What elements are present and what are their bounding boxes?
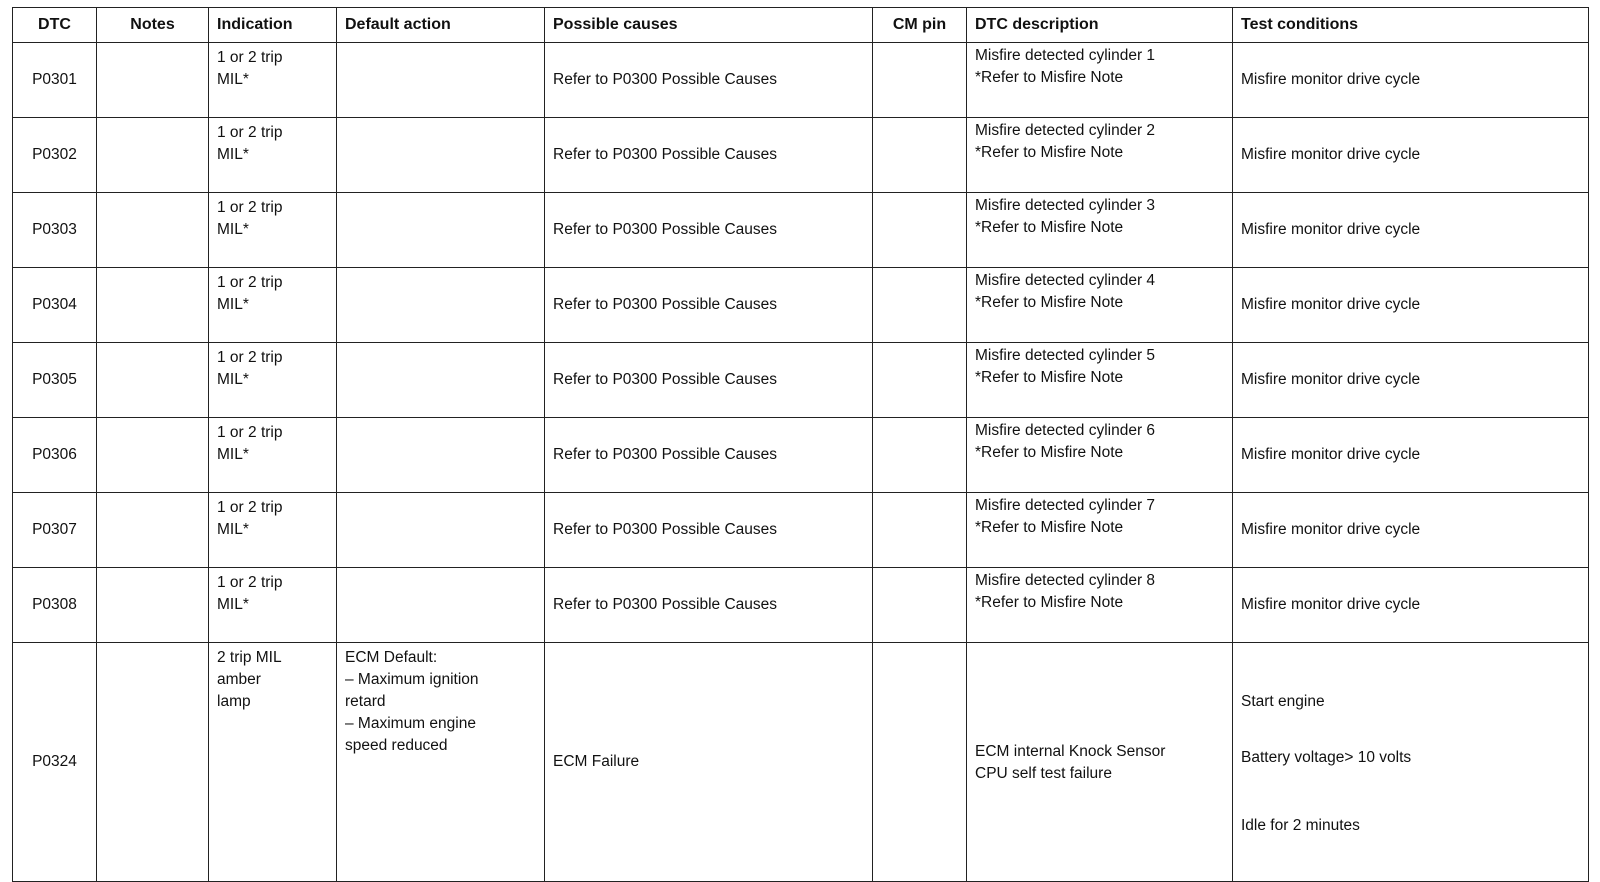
cell-default-action bbox=[337, 343, 545, 418]
cell-default-action bbox=[337, 43, 545, 118]
cell-dtc-description: Misfire detected cylinder 2 *Refer to Misfire Note bbox=[967, 118, 1233, 193]
cell-test-conditions: Misfire monitor drive cycle bbox=[1233, 193, 1589, 268]
header-notes: Notes bbox=[97, 8, 209, 43]
test-condition-item: Idle for 2 minutes bbox=[1241, 817, 1360, 834]
cell-test-conditions: Misfire monitor drive cycle bbox=[1233, 118, 1589, 193]
cell-indication: 1 or 2 trip MIL* bbox=[209, 43, 337, 118]
cell-cm-pin bbox=[873, 643, 967, 882]
header-default-action: Default action bbox=[337, 8, 545, 43]
cell-notes bbox=[97, 343, 209, 418]
cell-default-action: ECM Default: – Maximum ignition retard – Maximum engine speed reduced bbox=[337, 643, 545, 882]
cell-dtc-description: ECM internal Knock Sensor CPU self test failure bbox=[967, 643, 1233, 882]
cell-indication: 1 or 2 trip MIL* bbox=[209, 268, 337, 343]
test-condition-item: Start engine bbox=[1241, 693, 1325, 710]
table-row bbox=[13, 643, 1589, 882]
cell-dtc-description: Misfire detected cylinder 4 *Refer to Misfire Note bbox=[967, 268, 1233, 343]
cell-indication: 1 or 2 trip MIL* bbox=[209, 568, 337, 643]
header-test-conditions: Test conditions bbox=[1233, 8, 1589, 43]
table-row bbox=[13, 418, 1589, 493]
cell-dtc: P0301 bbox=[13, 43, 97, 118]
table-row bbox=[13, 568, 1589, 643]
cell-possible-causes: ECM Failure bbox=[545, 643, 873, 882]
table-row bbox=[13, 343, 1589, 418]
table-row bbox=[13, 493, 1589, 568]
table-header-row bbox=[13, 8, 1589, 43]
cell-test-conditions: Misfire monitor drive cycle bbox=[1233, 43, 1589, 118]
cell-possible-causes: Refer to P0300 Possible Causes bbox=[545, 268, 873, 343]
cell-possible-causes: Refer to P0300 Possible Causes bbox=[545, 193, 873, 268]
cell-possible-causes: Refer to P0300 Possible Causes bbox=[545, 493, 873, 568]
cell-cm-pin bbox=[873, 268, 967, 343]
test-conditions-list bbox=[1241, 669, 1580, 859]
cell-notes bbox=[97, 418, 209, 493]
cell-possible-causes: Refer to P0300 Possible Causes bbox=[545, 118, 873, 193]
cell-dtc: P0308 bbox=[13, 568, 97, 643]
cell-cm-pin bbox=[873, 493, 967, 568]
cell-cm-pin bbox=[873, 343, 967, 418]
cell-dtc-description: Misfire detected cylinder 3 *Refer to Misfire Note bbox=[967, 193, 1233, 268]
table-row bbox=[13, 43, 1589, 118]
cell-default-action bbox=[337, 493, 545, 568]
table-row bbox=[13, 268, 1589, 343]
header-possible-causes: Possible causes bbox=[545, 8, 873, 43]
cell-dtc: P0303 bbox=[13, 193, 97, 268]
cell-indication: 1 or 2 trip MIL* bbox=[209, 343, 337, 418]
cell-possible-causes: Refer to P0300 Possible Causes bbox=[545, 418, 873, 493]
cell-test-conditions: Misfire monitor drive cycle bbox=[1233, 568, 1589, 643]
cell-notes bbox=[97, 493, 209, 568]
cell-notes bbox=[97, 568, 209, 643]
cell-test-conditions: Misfire monitor drive cycle bbox=[1233, 343, 1589, 418]
cell-indication: 2 trip MIL amber lamp bbox=[209, 643, 337, 882]
cell-dtc: P0302 bbox=[13, 118, 97, 193]
table-row bbox=[13, 118, 1589, 193]
cell-cm-pin bbox=[873, 568, 967, 643]
cell-dtc-description: Misfire detected cylinder 1 *Refer to Misfire Note bbox=[967, 43, 1233, 118]
cell-dtc: P0307 bbox=[13, 493, 97, 568]
cell-possible-causes: Refer to P0300 Possible Causes bbox=[545, 568, 873, 643]
cell-notes bbox=[97, 43, 209, 118]
header-dtc-description: DTC description bbox=[967, 8, 1233, 43]
cell-default-action bbox=[337, 193, 545, 268]
header-indication: Indication bbox=[209, 8, 337, 43]
cell-test-conditions bbox=[1233, 643, 1589, 882]
cell-notes bbox=[97, 268, 209, 343]
cell-dtc-description: Misfire detected cylinder 5 *Refer to Misfire Note bbox=[967, 343, 1233, 418]
header-dtc: DTC bbox=[13, 8, 97, 43]
cell-dtc-description: Misfire detected cylinder 6 *Refer to Misfire Note bbox=[967, 418, 1233, 493]
cell-dtc: P0304 bbox=[13, 268, 97, 343]
cell-dtc-description: Misfire detected cylinder 7 *Refer to Misfire Note bbox=[967, 493, 1233, 568]
cell-cm-pin bbox=[873, 43, 967, 118]
cell-default-action bbox=[337, 118, 545, 193]
dtc-table bbox=[12, 7, 1589, 882]
cell-dtc: P0306 bbox=[13, 418, 97, 493]
cell-notes bbox=[97, 118, 209, 193]
cell-default-action bbox=[337, 268, 545, 343]
cell-indication: 1 or 2 trip MIL* bbox=[209, 418, 337, 493]
header-cm-pin: CM pin bbox=[873, 8, 967, 43]
cell-notes bbox=[97, 193, 209, 268]
test-condition-item: Battery voltage> 10 volts bbox=[1241, 749, 1412, 766]
cell-possible-causes: Refer to P0300 Possible Causes bbox=[545, 43, 873, 118]
cell-dtc: P0305 bbox=[13, 343, 97, 418]
cell-test-conditions: Misfire monitor drive cycle bbox=[1233, 268, 1589, 343]
cell-indication: 1 or 2 trip MIL* bbox=[209, 493, 337, 568]
cell-indication: 1 or 2 trip MIL* bbox=[209, 193, 337, 268]
cell-default-action bbox=[337, 568, 545, 643]
cell-dtc: P0324 bbox=[13, 643, 97, 882]
cell-default-action bbox=[337, 418, 545, 493]
cell-cm-pin bbox=[873, 118, 967, 193]
cell-cm-pin bbox=[873, 193, 967, 268]
cell-cm-pin bbox=[873, 418, 967, 493]
cell-test-conditions: Misfire monitor drive cycle bbox=[1233, 493, 1589, 568]
table-row bbox=[13, 193, 1589, 268]
cell-notes bbox=[97, 643, 209, 882]
cell-test-conditions: Misfire monitor drive cycle bbox=[1233, 418, 1589, 493]
cell-dtc-description: Misfire detected cylinder 8 *Refer to Misfire Note bbox=[967, 568, 1233, 643]
cell-indication: 1 or 2 trip MIL* bbox=[209, 118, 337, 193]
cell-possible-causes: Refer to P0300 Possible Causes bbox=[545, 343, 873, 418]
